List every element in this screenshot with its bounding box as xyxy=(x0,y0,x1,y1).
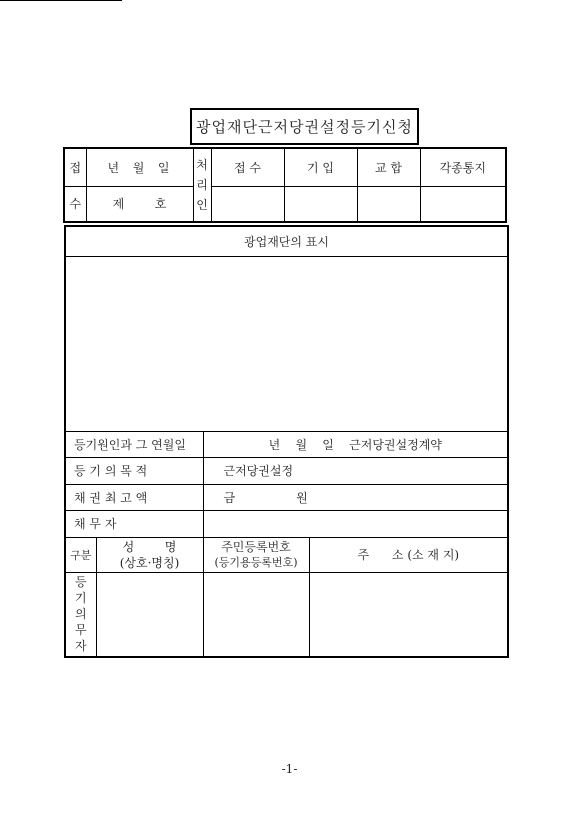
col-notice: 각종통지 xyxy=(420,148,506,186)
receipt-cell[interactable] xyxy=(211,186,284,222)
max-amount-value[interactable]: 금 원 xyxy=(203,484,508,510)
check-cell[interactable] xyxy=(357,186,420,222)
obligor-char: 의 xyxy=(74,607,87,622)
property-description-area[interactable] xyxy=(65,256,508,431)
top-rule xyxy=(0,0,122,1)
obligor-address-cell[interactable] xyxy=(309,572,508,657)
col-receipt: 접 수 xyxy=(211,148,284,186)
purpose-label: 등 기 의 목 적 xyxy=(65,457,203,484)
name-header-sub: (상호·명칭) xyxy=(119,555,180,570)
debtor-value[interactable] xyxy=(203,510,508,537)
receipt-date-label: 년 월 일 xyxy=(86,148,193,186)
receipt-label-top: 접 xyxy=(64,148,86,186)
obligor-char: 무 xyxy=(74,623,87,638)
receipt-table xyxy=(63,147,507,223)
obligor-id-cell[interactable] xyxy=(203,572,309,657)
obligor-label xyxy=(65,572,96,657)
division-header: 구분 xyxy=(65,537,96,572)
obligor-char: 자 xyxy=(74,639,87,654)
obligor-char: 등 xyxy=(74,575,87,590)
col-entry: 기 입 xyxy=(284,148,357,186)
id-header xyxy=(203,537,309,572)
name-header-main: 성 명 xyxy=(122,539,177,554)
page-number: -1- xyxy=(281,762,298,776)
handler-char: 리 xyxy=(196,178,208,192)
main-form-table xyxy=(64,225,509,658)
receipt-number-label: 제 호 xyxy=(86,186,193,222)
purpose-value[interactable]: 근저당권설정 xyxy=(203,457,508,484)
name-header xyxy=(96,537,203,572)
entry-cell[interactable] xyxy=(284,186,357,222)
handler-char: 인 xyxy=(196,198,208,212)
max-amount-label: 채 권 최 고 액 xyxy=(65,484,203,510)
debtor-label: 채 무 자 xyxy=(65,510,203,537)
cause-date-value[interactable]: 년 월 일 근저당권설정계약 xyxy=(203,431,508,457)
address-header: 주 소 (소 재 지) xyxy=(309,537,508,572)
notice-cell[interactable] xyxy=(420,186,506,222)
id-header-main: 주민등록번호 xyxy=(221,539,291,554)
document-title: 광업재단근저당권설정등기신청 xyxy=(190,108,419,145)
receipt-label-bottom: 수 xyxy=(64,186,86,222)
property-section-header: 광업재단의 표시 xyxy=(65,226,508,256)
col-check: 교 합 xyxy=(357,148,420,186)
handler-label xyxy=(193,148,211,222)
obligor-char: 기 xyxy=(74,591,87,606)
obligor-name-cell[interactable] xyxy=(96,572,203,657)
handler-char: 처 xyxy=(196,158,208,172)
cause-date-label: 등기원인과 그 연월일 xyxy=(65,431,203,457)
id-header-sub: (등기용등록번호) xyxy=(214,555,298,569)
